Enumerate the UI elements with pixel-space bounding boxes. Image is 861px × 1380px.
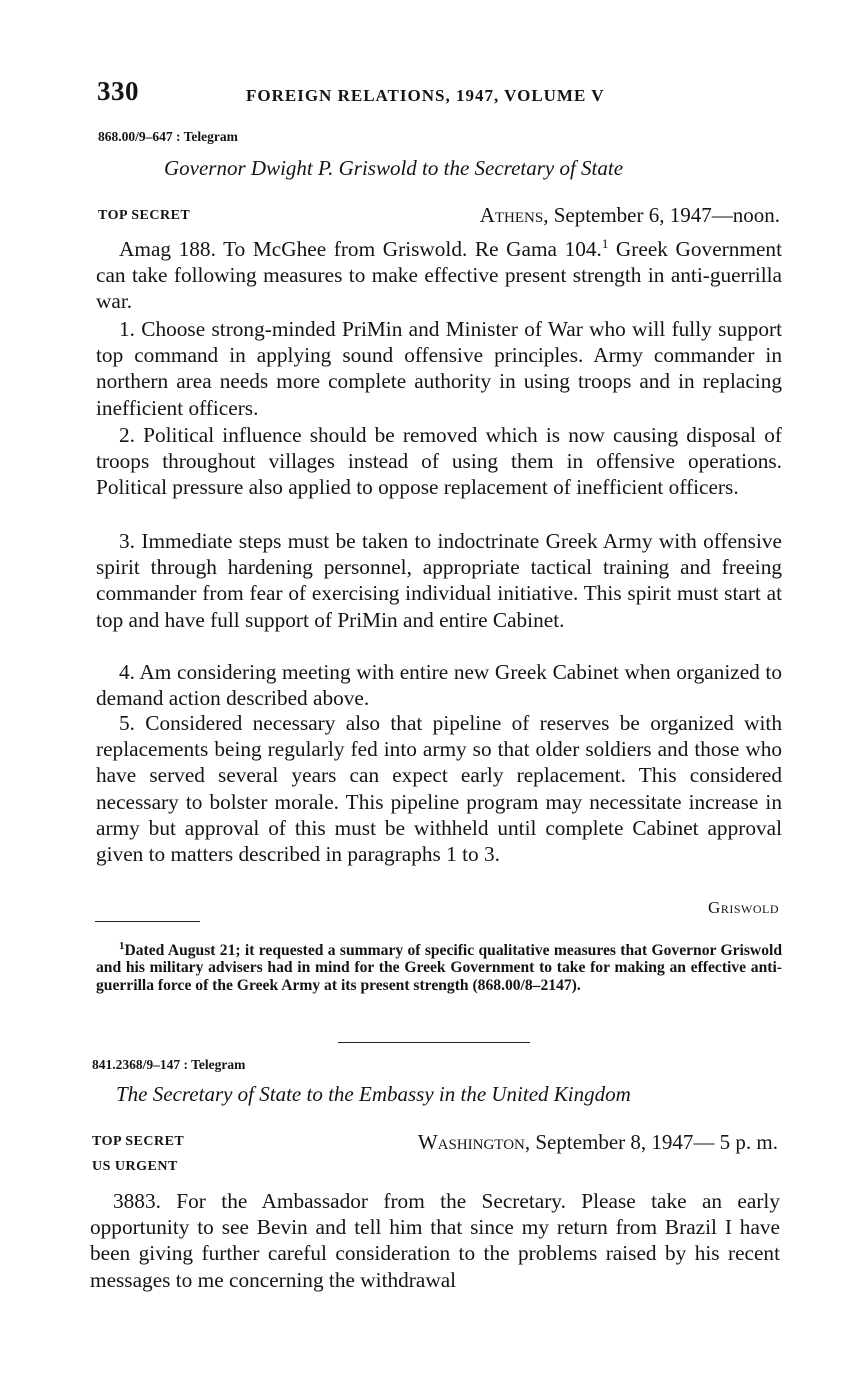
- volume-title: FOREIGN RELATIONS, 1947, VOLUME V: [246, 86, 605, 105]
- doc1-classification: TOP SECRET: [98, 208, 191, 223]
- doc1-signature: Griswold: [708, 898, 779, 917]
- doc2-file-reference: 841.2368/9–147 : Telegram: [92, 1057, 246, 1072]
- doc1-paragraph-2: 2. Political influence should be removed which is now causing disposal of troops throughout villages instead of using them in offensive operations. Political pressure also applied to oppose replacement of inefficient officers.: [96, 423, 782, 500]
- doc2-dateline-date: , September 8, 1947— 5 p. m.: [524, 1130, 778, 1154]
- doc2-classification-urgency: US URGENT: [92, 1159, 178, 1174]
- footnote-text: Dated August 21; it requested a summary of specific qualitative measures that Governor Griswold and his military advisers had in mind for the Greek Government to take for making an effective anti-guerrilla force of the Greek Army at its present strength (868.00/8–2147).: [96, 942, 782, 994]
- doc1-file-reference: 868.00/9–647 : Telegram: [98, 129, 238, 144]
- doc1-paragraph-3: 3. Immediate steps must be taken to indoctrinate Greek Army with offensive spirit through hardening personnel, appropriate tactical training and freeing commander from fear of exercising individual initiative. This spirit must start at top and have full support of PriMin and entire Cabinet.: [96, 529, 782, 632]
- section-divider: [338, 1042, 530, 1043]
- footnote-marker: 1: [601, 235, 609, 251]
- doc2-dateline: [418, 1130, 778, 1155]
- doc1-paragraph-intro: [96, 236, 782, 315]
- doc2-dateline-place: Washington: [417, 1130, 525, 1154]
- footnote-divider: [95, 921, 200, 922]
- page-number: 330: [97, 76, 139, 106]
- doc2-paragraph-1: 3883. For the Ambassador from the Secretary. Please take an early opportunity to see Bevin and tell him that since my return from Brazil I have been giving further careful consideration to the problems raised by his recent messages to me concerning the withdrawal: [90, 1189, 780, 1292]
- doc1-paragraph-1: 1. Choose strong-minded PriMin and Minister of War who will fully support top command in applying sound offensive principles. Army commander in northern area needs more complete authority in using troops and in replacing inefficient officers.: [96, 317, 782, 420]
- doc1-paragraph-4: 4. Am considering meeting with entire new Greek Cabinet when organized to demand action described above.: [96, 660, 782, 711]
- doc1-paragraph-5: 5. Considered necessary also that pipeline of reserves be organized with replacements being regularly fed into army so that older soldiers and those who have served several years can expect early replacement. This considered necessary to bolster morale. This pipeline program may necessitate increase in army but approval of this must be withheld until complete Cabinet approval given to matters described in paragraphs 1 to 3.: [96, 711, 782, 867]
- running-head: [97, 76, 777, 112]
- doc1-dateline: [480, 203, 780, 228]
- footnote: [96, 939, 782, 994]
- doc2-title: The Secretary of State to the Embassy in the United Kingdom: [116, 1082, 631, 1106]
- doc1-dateline-date: , September 6, 1947—noon.: [543, 203, 780, 227]
- doc1-title: Governor Dwight P. Griswold to the Secretary of State: [164, 156, 624, 180]
- doc1-dateline-place: Athens: [479, 203, 544, 227]
- doc2-classification: TOP SECRET: [92, 1134, 185, 1149]
- footnote-number: 1: [119, 939, 125, 952]
- doc1-paragraph-intro-tail: Greek Government can take following measures to make effective present strength in anti-guerrilla war.: [96, 237, 782, 314]
- doc1-paragraph-intro-text: Amag 188. To McGhee from Griswold. Re Gama 104.: [119, 237, 602, 261]
